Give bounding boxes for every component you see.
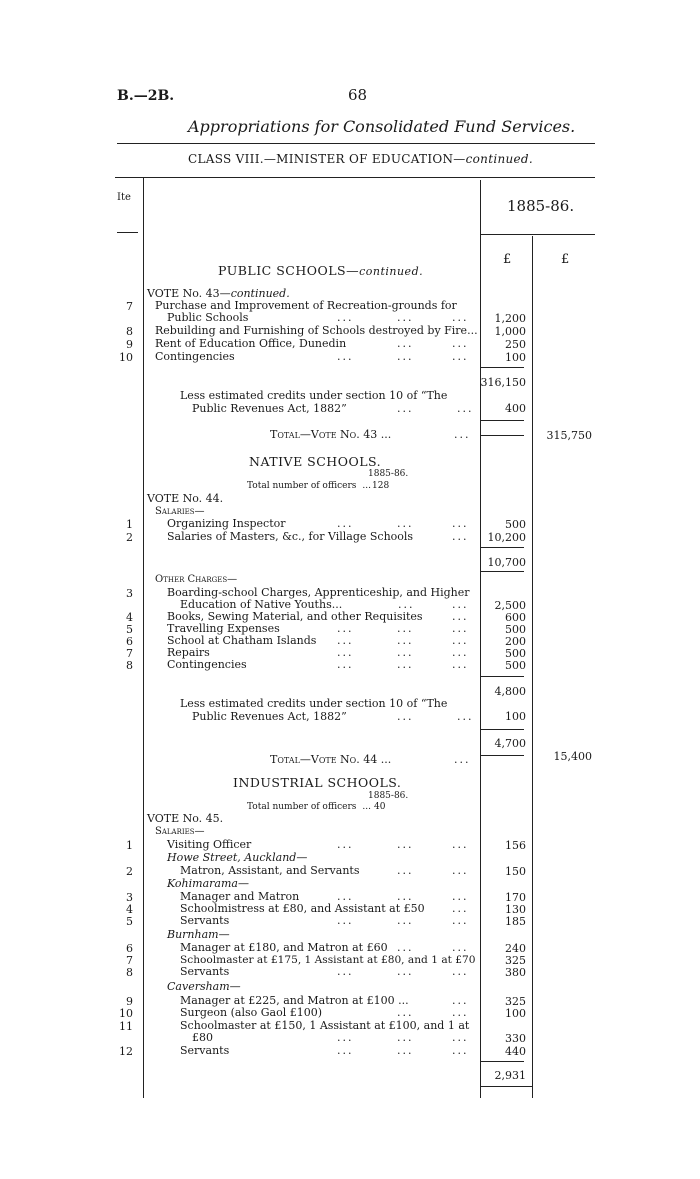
item-number: 5 bbox=[126, 623, 133, 636]
item-column-header: Ite bbox=[117, 192, 131, 203]
amount: 500 bbox=[505, 647, 526, 660]
item-number: 7 bbox=[126, 954, 133, 967]
total-rule bbox=[480, 420, 524, 421]
year-column-header: 1885-86. bbox=[507, 197, 575, 215]
line-item: Purchase and Improvement of Recreation-grounds for bbox=[155, 299, 457, 312]
section-label: Caversham— bbox=[167, 980, 241, 993]
amount: 100 bbox=[505, 1007, 526, 1020]
less-credits-text: Less estimated credits under section 10 of “The bbox=[180, 697, 448, 710]
item-number: 1 bbox=[126, 839, 133, 852]
table-top-rule bbox=[115, 177, 595, 178]
less-credits-amount: 100 bbox=[505, 710, 526, 723]
line-item: Servants ... ... ... bbox=[180, 1044, 469, 1057]
vote-45-label: VOTE No. 45. bbox=[147, 812, 224, 825]
other-charges-subtotal: 4,800 bbox=[494, 685, 526, 698]
officers-label: Total number of officers ... bbox=[247, 481, 372, 491]
amount: 130 bbox=[505, 903, 526, 916]
year-header-rule bbox=[480, 234, 595, 235]
item-number: 10 bbox=[119, 351, 133, 364]
amount: 170 bbox=[505, 891, 526, 904]
title-rule bbox=[117, 143, 595, 144]
item-number: 9 bbox=[126, 338, 133, 351]
amount: 2,500 bbox=[494, 599, 526, 612]
item-number: 11 bbox=[119, 1020, 133, 1033]
vote-43-total: 315,750 bbox=[546, 429, 592, 442]
line-item: Manager and Matron ... ... ... bbox=[180, 890, 469, 903]
item-number: 4 bbox=[126, 611, 133, 624]
other-charges-label: Other Charges— bbox=[155, 574, 238, 585]
less-credits-amount: 400 bbox=[505, 402, 526, 415]
item-number: 9 bbox=[126, 995, 133, 1008]
line-item: £80 ... ... ... bbox=[192, 1031, 469, 1044]
pound-header-1: £ bbox=[503, 252, 512, 267]
item-number: 7 bbox=[126, 300, 133, 313]
line-item: Salaries of Masters, &c., for Village Schools ... bbox=[167, 530, 469, 543]
native-schools-heading: NATIVE SCHOOLS. bbox=[249, 454, 382, 469]
line-item: Matron, Assistant, and Servants ... ... bbox=[180, 864, 469, 877]
line-item: Education of Native Youths... ... ... bbox=[180, 598, 469, 611]
line-item: Surgeon (also Gaol £100) ... ... bbox=[180, 1006, 469, 1019]
item-number: 3 bbox=[126, 891, 133, 904]
document-reference: B.—2B. bbox=[117, 88, 175, 104]
line-item: Schoolmaster at £150, 1 Assistant at £100, and 1 at bbox=[180, 1019, 470, 1032]
amount: 150 bbox=[505, 865, 526, 878]
item-number: 2 bbox=[126, 865, 133, 878]
pound-header-2: £ bbox=[561, 252, 570, 267]
industrial-salaries-total: 2,931 bbox=[494, 1069, 526, 1082]
item-number: 8 bbox=[126, 966, 133, 979]
amount: 500 bbox=[505, 659, 526, 672]
salaries-label: Salaries— bbox=[155, 506, 205, 517]
amount: 325 bbox=[505, 954, 526, 967]
line-item: Organizing Inspector ... ... ... bbox=[167, 517, 469, 530]
line-item: Servants ... ... ... bbox=[180, 965, 469, 978]
amount: 1,200 bbox=[494, 312, 526, 325]
item-number: 12 bbox=[119, 1045, 133, 1058]
item-number: 3 bbox=[126, 587, 133, 600]
subtotal-rule bbox=[480, 729, 524, 730]
total-rule bbox=[480, 755, 524, 756]
amount: 380 bbox=[505, 966, 526, 979]
officers-year: 1885-86. bbox=[368, 469, 409, 479]
item-number: 10 bbox=[119, 1007, 133, 1020]
less-credits-text: Less estimated credits under section 10 of “The bbox=[180, 389, 448, 402]
amount: 185 bbox=[505, 915, 526, 928]
item-number: 7 bbox=[126, 647, 133, 660]
class-title: CLASS VIII.—MINISTER OF EDUCATION—continued. bbox=[188, 152, 534, 166]
column-divider-item bbox=[143, 177, 144, 1098]
officers-count: 128 bbox=[372, 481, 390, 491]
subtotal-rule bbox=[480, 1086, 532, 1087]
line-item: Visiting Officer ... ... ... bbox=[167, 838, 469, 851]
amount: 500 bbox=[505, 623, 526, 636]
item-number: 8 bbox=[126, 325, 133, 338]
officers-year: 1885-86. bbox=[368, 791, 409, 801]
line-item: Repairs ... ... ... bbox=[167, 646, 469, 659]
vote-43-total-label: Total—Vote No. 43 ... ... bbox=[270, 428, 471, 441]
section-label: Burnham— bbox=[167, 928, 230, 941]
line-item: Contingencies ... ... ... bbox=[155, 350, 469, 363]
line-item: Travelling Expenses ... ... ... bbox=[167, 622, 469, 635]
item-number: 1 bbox=[126, 518, 133, 531]
line-item: Rebuilding and Furnishing of Schools destroyed by Fire... bbox=[155, 324, 478, 337]
amount: 10,200 bbox=[487, 531, 526, 544]
amount: 250 bbox=[505, 338, 526, 351]
subtotal-rule bbox=[480, 367, 524, 368]
amount: 330 bbox=[505, 1032, 526, 1045]
item-number: 4 bbox=[126, 903, 133, 916]
vote-44-total: 15,400 bbox=[553, 750, 592, 763]
section-label: Howe Street, Auckland— bbox=[167, 851, 308, 864]
salaries-label: Salaries— bbox=[155, 826, 205, 837]
page-title: Appropriations for Consolidated Fund Services. bbox=[188, 117, 576, 136]
line-item: School at Chatham Islands ... ... ... bbox=[167, 634, 469, 647]
total-rule bbox=[480, 435, 524, 436]
line-item: Schoolmaster at £175, 1 Assistant at £80, and 1 at £70 bbox=[180, 954, 476, 966]
line-item: Books, Sewing Material, and other Requisites ... bbox=[167, 610, 469, 623]
line-item: Manager at £180, and Matron at £60 ... ... bbox=[180, 941, 469, 954]
line-item: Manager at £225, and Matron at £100 ... ... bbox=[180, 994, 469, 1007]
officers-count: 40 bbox=[374, 802, 386, 812]
column-divider-amount2 bbox=[532, 236, 533, 1098]
item-number: 2 bbox=[126, 531, 133, 544]
industrial-schools-heading: INDUSTRIAL SCHOOLS. bbox=[233, 775, 402, 790]
amount: 100 bbox=[505, 351, 526, 364]
subtotal-rule bbox=[480, 676, 524, 677]
line-item: Boarding-school Charges, Apprenticeship, and Higher bbox=[167, 586, 470, 599]
subtotal-rule bbox=[480, 571, 524, 572]
vote-44-label: VOTE No. 44. bbox=[147, 492, 224, 505]
vote-43-label: VOTE No. 43—continued. bbox=[147, 287, 290, 300]
public-schools-heading: PUBLIC SCHOOLS—continued. bbox=[218, 263, 424, 278]
officers-label: Total number of officers ... bbox=[247, 802, 372, 812]
item-number: 5 bbox=[126, 915, 133, 928]
subtotal-amount: 316,150 bbox=[480, 376, 526, 389]
line-item: Servants ... ... ... bbox=[180, 914, 469, 927]
amount: 325 bbox=[505, 995, 526, 1008]
vote-44-total-label: Total—Vote No. 44 ... ... bbox=[270, 753, 471, 766]
amount: 200 bbox=[505, 635, 526, 648]
salaries-subtotal: 10,700 bbox=[487, 556, 526, 569]
page-number: 68 bbox=[348, 86, 368, 104]
item-number: 8 bbox=[126, 659, 133, 672]
amount: 600 bbox=[505, 611, 526, 624]
section-label: Kohimarama— bbox=[167, 877, 249, 890]
amount: 156 bbox=[505, 839, 526, 852]
native-net-amount: 4,700 bbox=[494, 737, 526, 750]
amount: 500 bbox=[505, 518, 526, 531]
line-item: Public Schools ... ... ... bbox=[167, 311, 469, 324]
item-number: 6 bbox=[126, 942, 133, 955]
item-header-rule bbox=[117, 232, 138, 233]
line-item: Contingencies ... ... ... bbox=[167, 658, 469, 671]
item-number: 6 bbox=[126, 635, 133, 648]
subtotal-rule bbox=[480, 1061, 524, 1062]
line-item: Rent of Education Office, Dunedin ... ... bbox=[155, 337, 469, 350]
subtotal-rule bbox=[480, 547, 524, 548]
amount: 1,000 bbox=[494, 325, 526, 338]
amount: 440 bbox=[505, 1045, 526, 1058]
less-credits-text: Public Revenues Act, 1882” ... ... bbox=[192, 402, 474, 415]
amount: 240 bbox=[505, 942, 526, 955]
line-item: Schoolmistress at £80, and Assistant at £50 ... bbox=[180, 902, 469, 915]
less-credits-text: Public Revenues Act, 1882” ... ... bbox=[192, 710, 474, 723]
